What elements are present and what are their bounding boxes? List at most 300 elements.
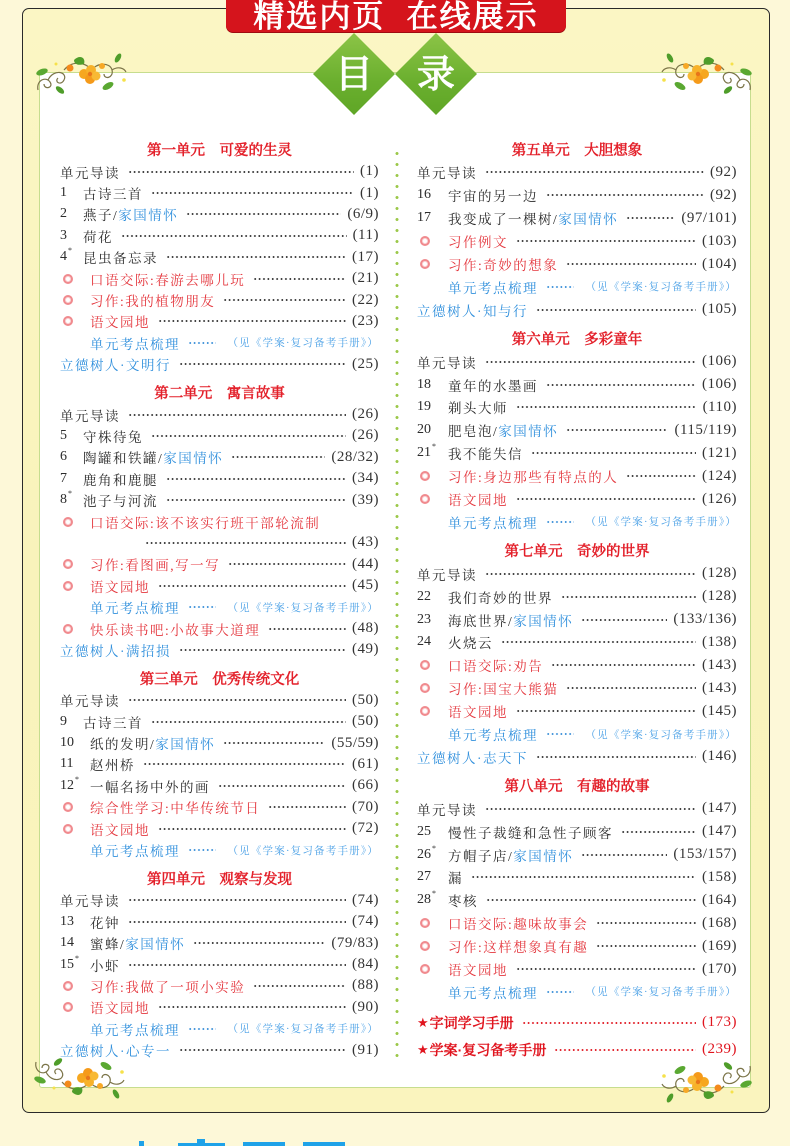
dot-leader [253, 984, 346, 988]
entry-title: 快乐读书吧:小故事大道理 [90, 622, 261, 638]
page-number: (128) [702, 588, 737, 605]
page-number: (106) [702, 376, 737, 393]
toc-entry-lesson [417, 631, 737, 654]
entry-title: 语文园地 [90, 822, 150, 838]
page-number: (90) [352, 998, 379, 1015]
toc-column-left [60, 132, 379, 1061]
dot-leader [143, 762, 346, 766]
page-number: (121) [702, 444, 737, 461]
entry-title: 纸的发明/ [90, 737, 156, 753]
entry-title: 语文园地 [90, 579, 150, 595]
bullet-ring-icon [420, 941, 430, 951]
page-number: (145) [702, 702, 737, 719]
toc-entry-lesson [60, 933, 379, 954]
lesson-number-text: 5 [60, 427, 67, 443]
toc-entry-intro [417, 797, 737, 820]
toc-entry-intro [417, 161, 737, 184]
lesson-number [417, 589, 448, 605]
bullet-ring-icon [63, 274, 73, 284]
entry-title: 学案·复习备考手册 [429, 1041, 547, 1058]
entry-title: 单元导读 [60, 894, 120, 910]
dot-leader [566, 686, 696, 690]
unit-heading: 第四单元 观察与发现 [147, 871, 292, 888]
toc-entry-lesson [60, 468, 379, 489]
bullet-ring-icon [63, 802, 73, 812]
star-icon: ★ [417, 1041, 429, 1057]
page-number: (26) [352, 427, 379, 444]
dot-leader [223, 298, 346, 302]
toc-entry-lesson [60, 425, 379, 446]
dot-leader [128, 413, 346, 417]
toc-entry-lesson [417, 866, 737, 889]
entry-title: 单元导读 [60, 694, 120, 710]
entry-title: 立德树人·文明行 [60, 358, 171, 374]
entry-title: 习作:国宝大熊猫 [448, 682, 559, 698]
dot-leader [253, 277, 346, 281]
toc-entry-lesson [417, 442, 737, 465]
toc-entry-activity [60, 268, 379, 289]
toc-entry-moral [417, 298, 737, 321]
toc-entry-activity [417, 958, 737, 981]
page-number: (239) [702, 1041, 737, 1058]
page-number: (34) [352, 470, 379, 487]
page-number: (17) [352, 248, 379, 265]
entry-tag: 家国情怀 [498, 424, 559, 440]
toc-entry-lesson [60, 911, 379, 932]
floral-ornament-bottom-left [32, 1056, 126, 1102]
page-number: (26) [352, 406, 379, 423]
page-number: (170) [702, 960, 737, 977]
toc-entry-review [60, 839, 379, 860]
bullet-ring-icon [420, 660, 430, 670]
dot-leader [536, 755, 696, 759]
dot-leader [158, 319, 346, 323]
dot-leader [193, 941, 325, 945]
unit-heading: 第七单元 奇妙的世界 [504, 544, 650, 561]
lesson-number-text: 11 [60, 756, 74, 772]
toc-entry-appendix [417, 1036, 737, 1063]
page-number: (39) [352, 491, 379, 508]
dot-leader [566, 262, 696, 266]
page-number: (105) [702, 301, 737, 318]
page-number: (50) [352, 691, 379, 708]
entry-tag: 家国情怀 [558, 212, 619, 228]
lesson-number-text: 10 [60, 735, 74, 751]
page-number: (104) [702, 255, 737, 272]
lesson-number-text: 8 [60, 492, 67, 508]
entry-title: 单元导读 [417, 567, 477, 583]
page-number: (115/119) [674, 421, 737, 438]
dot-leader [166, 255, 346, 259]
page-number: (168) [702, 914, 737, 931]
dot-leader [546, 520, 574, 524]
lesson-number-text: 25 [417, 823, 431, 839]
entry-title: 陶罐和铁罐/ [83, 451, 164, 467]
entry-note: （见《学案·复习备考手册》） [227, 1024, 379, 1036]
lesson-number [60, 228, 83, 244]
page-number: (43) [352, 534, 379, 551]
dot-leader [128, 170, 354, 174]
dot-leader [188, 848, 216, 852]
toc-entry-moral [417, 745, 737, 768]
bullet-ring-icon [420, 706, 430, 716]
entry-title: 我不能失信 [448, 447, 523, 463]
entry-title: 单元导读 [417, 802, 477, 818]
entry-title: 海底世界/ [448, 613, 514, 629]
toc-entry-lesson [417, 820, 737, 843]
dot-leader [471, 875, 696, 879]
toc-entry-activity [417, 488, 737, 511]
entry-title: 口语交际:劝告 [448, 659, 544, 675]
dot-leader [268, 627, 346, 631]
bullet-ring-icon [420, 236, 430, 246]
page-number: (110) [702, 398, 737, 415]
entry-tag: 家国情怀 [513, 848, 574, 864]
entry-note: （见《学案·复习备考手册》） [227, 845, 379, 857]
toc-entry-moral [60, 1039, 379, 1060]
dot-leader [485, 170, 704, 174]
dot-leader [516, 967, 696, 971]
entry-title: 慢性子裁缝和急性子顾客 [448, 825, 613, 841]
lesson-number [60, 756, 90, 772]
dot-leader [179, 1048, 346, 1052]
lesson-number [60, 935, 90, 951]
dot-leader [626, 474, 696, 478]
dot-leader [186, 212, 341, 216]
entry-title: 语文园地 [448, 963, 508, 979]
lesson-number-text: 4 [60, 249, 67, 265]
dot-leader [151, 191, 354, 195]
dot-leader [128, 698, 346, 702]
entry-title: 单元导读 [60, 165, 120, 181]
entry-title: 池子与河流 [83, 494, 158, 510]
entry-title: 单元考点梳理 [448, 985, 538, 1001]
entry-title: 字词学习手册 [429, 1014, 514, 1031]
dot-leader [166, 498, 346, 502]
page-number: (50) [352, 713, 379, 730]
bullet-ring-icon [63, 316, 73, 326]
entry-title: 习作:这样想象真有趣 [448, 940, 589, 956]
lesson-number-text: 12 [60, 777, 74, 793]
banner [226, 0, 566, 32]
page-number: (74) [352, 891, 379, 908]
lesson-number [60, 471, 83, 487]
entry-tag: 家国情怀 [118, 208, 179, 224]
page-number: (84) [352, 956, 379, 973]
dot-leader [536, 308, 696, 312]
lesson-number-text: 19 [417, 399, 431, 415]
page-number: (97/101) [681, 209, 737, 226]
toc-entry-lesson [60, 775, 379, 796]
unit-heading: 第二单元 寓言故事 [154, 385, 285, 402]
lesson-number-text: 20 [417, 422, 431, 438]
entry-title: 守株待兔 [83, 429, 143, 445]
unit-heading: 第八单元 有趣的故事 [504, 779, 650, 796]
lesson-number-text: 18 [417, 376, 431, 392]
bullet-ring-icon [420, 259, 430, 269]
toc-entry-lesson [60, 225, 379, 246]
optional-lesson-mark: * [75, 953, 79, 963]
dot-leader [566, 428, 668, 432]
floral-ornament-top-right [660, 50, 754, 96]
bullet-ring-icon [63, 295, 73, 305]
page-number: (72) [352, 820, 379, 837]
dot-leader [486, 898, 696, 902]
page-number: (92) [710, 186, 737, 203]
lesson-number-text: 9 [60, 713, 67, 729]
optional-lesson-mark: * [432, 442, 436, 452]
lesson-number [417, 187, 448, 203]
lesson-number-text: 21 [417, 445, 431, 461]
entry-note: （见《学案·复习备考手册》） [585, 517, 737, 529]
toc-entry-moral [60, 639, 379, 660]
toc-entry-appendix [417, 1009, 737, 1036]
entry-note: （见《学案·复习备考手册》） [585, 282, 737, 294]
bullet-ring-icon [63, 824, 73, 834]
dot-leader [546, 285, 574, 289]
toc-entry-lesson [60, 182, 379, 203]
lesson-number-text: 24 [417, 634, 431, 650]
toc-entry-lesson [60, 711, 379, 732]
lesson-number [60, 774, 90, 794]
dot-leader [268, 805, 346, 809]
lesson-number [417, 210, 448, 226]
entry-title: 火烧云 [448, 636, 493, 652]
page-number: (48) [352, 620, 379, 636]
toc-entry-activity [60, 289, 379, 310]
lesson-number [60, 735, 90, 751]
entry-title: 单元考点梳理 [90, 336, 180, 352]
page-number: (92) [710, 163, 737, 180]
lesson-number-text: 7 [60, 470, 67, 486]
dot-leader [218, 784, 346, 788]
entry-title: 我变成了一棵树/ [448, 212, 559, 228]
bullet-ring-icon [63, 624, 73, 634]
lesson-number [417, 612, 448, 628]
toc-entry-activity [417, 677, 737, 700]
dot-leader [485, 807, 696, 811]
page-number: (147) [702, 823, 737, 840]
entry-title: 习作:我做了一项小实验 [90, 979, 246, 995]
toc-entry-lesson [417, 843, 737, 866]
dot-leader [166, 477, 346, 481]
lesson-number [60, 714, 83, 730]
dot-leader [188, 605, 216, 609]
entry-title: 方帽子店/ [448, 848, 514, 864]
entry-title: 我们奇妙的世界 [448, 590, 553, 606]
page-number: (23) [352, 312, 379, 329]
bullet-ring-icon [63, 517, 73, 527]
page-number: (124) [702, 467, 737, 484]
banner-title: 精选内页 在线展示 [253, 0, 539, 32]
toc-entry-activity [417, 654, 737, 677]
dot-leader [516, 239, 696, 243]
bullet-ring-icon [420, 683, 430, 693]
unit-heading: 第三单元 优秀传统文化 [139, 671, 300, 688]
page-number: (103) [702, 232, 737, 249]
bullet-ring-icon [420, 494, 430, 504]
lesson-number-text: 28 [417, 892, 431, 908]
dot-leader [516, 497, 696, 501]
entry-note: （见《学案·复习备考手册》） [585, 987, 737, 999]
dot-leader [516, 709, 696, 713]
dot-leader [596, 921, 696, 925]
entry-title: 语文园地 [90, 315, 150, 331]
lesson-number [417, 634, 448, 650]
dot-leader [522, 1021, 696, 1025]
lesson-number-text: 16 [417, 187, 431, 203]
bullet-ring-icon [63, 1002, 73, 1012]
floral-ornament-bottom-right [660, 1060, 754, 1106]
unit-heading: 第五单元 大胆想象 [511, 143, 643, 159]
entry-title: 小虾 [90, 958, 120, 974]
toc-entry-intro [60, 890, 379, 911]
entry-title: 荷花 [83, 229, 113, 245]
page-number: (128) [702, 565, 737, 582]
page-number: (164) [702, 891, 737, 908]
lesson-number [417, 442, 448, 461]
entry-title: 习作:身边那些有特点的人 [448, 470, 619, 486]
entry-title: 单元考点梳理 [90, 844, 180, 860]
optional-lesson-mark: * [75, 774, 79, 784]
lesson-number-text: 13 [60, 913, 74, 929]
dot-leader [485, 572, 696, 576]
toc-entry-activity [417, 253, 737, 276]
lesson-number-text: 17 [417, 210, 431, 226]
page-number: (45) [352, 577, 379, 594]
bullet-ring-icon [420, 964, 430, 974]
page-number: (143) [702, 679, 737, 696]
toc-entry-activity [60, 975, 379, 996]
toc-entry-intro [417, 562, 737, 585]
toc-entry-activity [60, 554, 379, 575]
lesson-number [417, 843, 448, 863]
lesson-number-text: 6 [60, 449, 67, 465]
toc-entry-activity [417, 912, 737, 935]
toc-entry-lesson [60, 732, 379, 753]
toc-entry-lesson [60, 754, 379, 775]
bullet-ring-icon [63, 581, 73, 591]
lesson-number [60, 185, 83, 201]
entry-title: 漏 [448, 871, 463, 887]
page-number: (11) [352, 227, 379, 244]
page-number: (28/32) [331, 448, 379, 465]
dot-leader [485, 360, 696, 364]
entry-note: （见《学案·复习备考手册》） [227, 338, 379, 350]
toc-entry-lesson [60, 247, 379, 268]
toc-entry-review [60, 1018, 379, 1039]
entry-title: 一幅名扬中外的画 [90, 779, 210, 795]
entry-title: 口语交际:该不该实行班干部轮流制 [90, 515, 321, 531]
entry-title: 单元考点梳理 [448, 728, 538, 744]
page-number: (126) [702, 490, 737, 507]
entry-tag: 家国情怀 [513, 613, 574, 629]
lesson-number-text: 27 [417, 869, 431, 885]
dot-leader [158, 1005, 346, 1009]
dot-leader [546, 732, 574, 736]
toc-entry-activity [60, 575, 379, 596]
lesson-number-text: 15 [60, 956, 74, 972]
toc-entry-review [417, 723, 737, 746]
page-number: (143) [702, 656, 737, 673]
lesson-number [417, 869, 448, 885]
entry-title: 剃头大师 [448, 401, 508, 417]
lesson-number [60, 206, 83, 222]
lesson-number [60, 489, 83, 508]
toc-entry-activity [417, 230, 737, 253]
optional-lesson-mark: * [432, 843, 436, 853]
entry-title: 鹿角和鹿腿 [83, 472, 158, 488]
toc-entry-intro [60, 404, 379, 425]
dot-leader [621, 830, 696, 834]
dot-leader [145, 541, 346, 545]
lesson-number [60, 449, 83, 465]
entry-title: 燕子/ [83, 208, 119, 224]
toc-entry-lesson [417, 373, 737, 396]
page-number: (1) [360, 184, 379, 201]
bullet-ring-icon [420, 918, 430, 928]
dot-leader [121, 234, 347, 238]
page-number: (49) [352, 641, 379, 658]
page-number: (79/83) [331, 934, 379, 951]
dot-leader [581, 618, 667, 622]
entry-title: 立德树人·满招损 [60, 643, 171, 659]
toc-entry-moral [60, 354, 379, 375]
bullet-ring-icon [63, 981, 73, 991]
dot-leader [128, 898, 346, 902]
bullet-ring-icon [63, 559, 73, 569]
entry-title: 立德树人·志天下 [417, 750, 528, 766]
lesson-number [60, 914, 90, 930]
toc-entry-lesson [60, 489, 379, 510]
toc-entry-lesson [417, 207, 737, 230]
dot-leader [151, 434, 346, 438]
lesson-number [417, 377, 448, 393]
entry-title: 古诗三首 [83, 187, 143, 203]
dot-leader [501, 640, 696, 644]
page-number: (138) [702, 633, 737, 650]
page-number: (22) [352, 291, 379, 308]
dot-leader [561, 595, 696, 599]
page-number: (55/59) [331, 734, 379, 751]
entry-title: 口语交际:趣味故事会 [448, 917, 589, 933]
lesson-number-text: 1 [60, 185, 67, 201]
entry-title: 肥皂泡/ [448, 424, 499, 440]
entry-title: 单元考点梳理 [90, 601, 180, 617]
toc-title-char: 目 [334, 54, 373, 96]
page-number: (21) [352, 270, 379, 287]
entry-title: 赵州桥 [90, 758, 135, 774]
toc-entry-lesson [417, 585, 737, 608]
toc-entry-review [417, 510, 737, 533]
toc-entry-review [417, 275, 737, 298]
toc-entry-lesson [417, 419, 737, 442]
page-number: (158) [702, 868, 737, 885]
toc-entry-activity [60, 818, 379, 839]
entry-tag: 家国情怀 [163, 451, 224, 467]
dot-leader [546, 990, 574, 994]
lesson-number [417, 399, 448, 415]
entry-title: 习作:奇妙的想象 [448, 258, 559, 273]
column-divider [395, 148, 399, 1063]
page-number: (91) [352, 1041, 379, 1058]
toc-column-right [417, 132, 737, 1063]
page-number: (61) [352, 755, 379, 772]
toc-entry-lesson [60, 204, 379, 225]
dot-leader [581, 853, 667, 857]
entry-note: （见《学案·复习备考手册》） [227, 602, 379, 614]
toc-entry-lesson [60, 447, 379, 468]
